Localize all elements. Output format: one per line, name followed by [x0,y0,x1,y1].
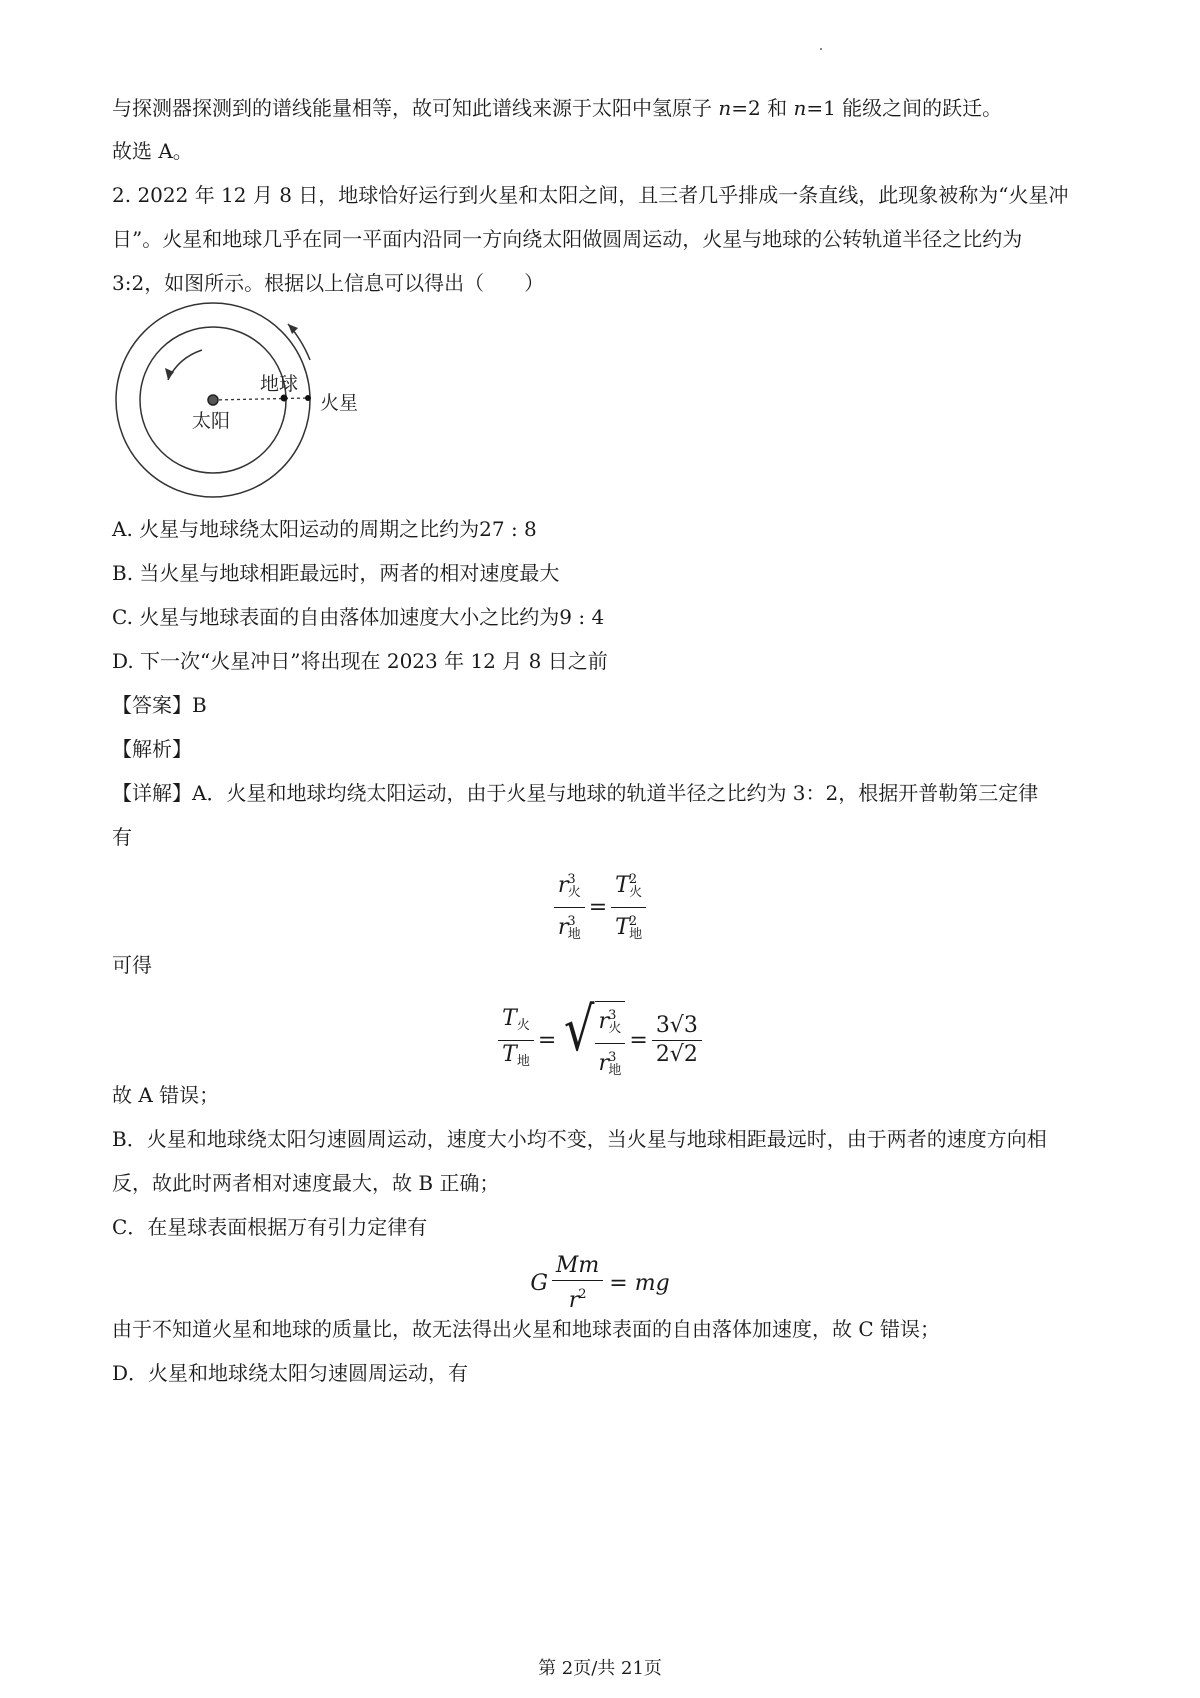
d-line-1: D．火星和地球绕太阳匀速圆周运动，有 [112,1361,469,1385]
a-conclusion: 故 A 错误； [112,1083,220,1107]
mars-label: 火星 [320,392,359,414]
detail-line-1: 【详解】A．火星和地球均绕太阳运动，由于火星与地球的轨道半径之比约为 3：2，根据开普勒第三定律 [112,781,1039,805]
scan-dot [820,48,822,50]
sun-label: 太阳 [192,410,231,432]
c-line-1: C．在星球表面根据万有引力定律有 [112,1215,428,1239]
analysis-heading: 【解析】 [112,737,192,761]
orbit-diagram [110,300,390,510]
gravity-formula: G $\frac{Mm}{r^2}$ = mg [530,1253,670,1313]
earth-label: 地球 [260,373,299,395]
option-a: A. 火星与地球绕太阳运动的周期之比约为27 : 8 [112,517,537,541]
c-line-2: 由于不知道火星和地球的质量比，故无法得出火星和地球表面的自由落体加速度，故 C 错误； [112,1317,941,1341]
alignment-line [213,398,308,400]
option-b: B. 当火星与地球相距最远时，两者的相对速度最大 [112,561,560,585]
detail-line-2: 有 [112,825,132,849]
option-d: D. 下一次“火星冲日”将出现在 2023 年 12 月 8 日之前 [112,649,608,673]
mars-dot [305,395,311,401]
page-footer: 第 2页/共 21页 [538,1658,662,1679]
b-line-2: 反，故此时两者相对速度最大，故 B 正确； [112,1171,500,1195]
b-line-1: B．火星和地球绕太阳匀速圆周运动，速度大小均不变，当火星与地球相距最远时，由于两者的速度方向相 [112,1127,1047,1151]
kepler-formula: $\frac{r^3_火}{r^3_地}$ = $\frac{T^2_火}{T^2_地}$ [0,866,1200,949]
sun-dot [208,395,218,405]
question-line-2: 日”。火星和地球几乎在同一平面内沿同一方向绕太阳做圆周运动，火星与地球的公转轨道半径之比约为 [112,227,1023,251]
earth-dot [281,395,288,402]
kede-line: 可得 [112,953,152,977]
option-c: C. 火星与地球表面的自由落体加速度大小之比约为9 : 4 [112,605,605,629]
text-line-2: 故选 A。 [112,139,193,163]
question-line-3: 3:2，如图所示。根据以上信息可以得出（ ） [112,271,545,295]
text-line-1: 与探测器探测到的谱线能量相等，故可知此谱线来源于太阳中氢原子 n=2 和 n=1 能级之间的跃迁。 [112,96,1003,120]
answer-line: 【答案】B [112,693,207,717]
period-ratio-formula: $\frac{T_火}{T_地}$ = √ $\frac{r^3_火}{r^3_地}$ = $\frac{3√3}{2√2}$ [0,995,1200,1085]
question-line-1: 2. 2022 年 12 月 8 日，地球恰好运行到火星和太阳之间，且三者几乎排成一条直线，此现象被称为“火星冲 [112,183,1069,207]
earth-direction-arrow [168,350,202,380]
